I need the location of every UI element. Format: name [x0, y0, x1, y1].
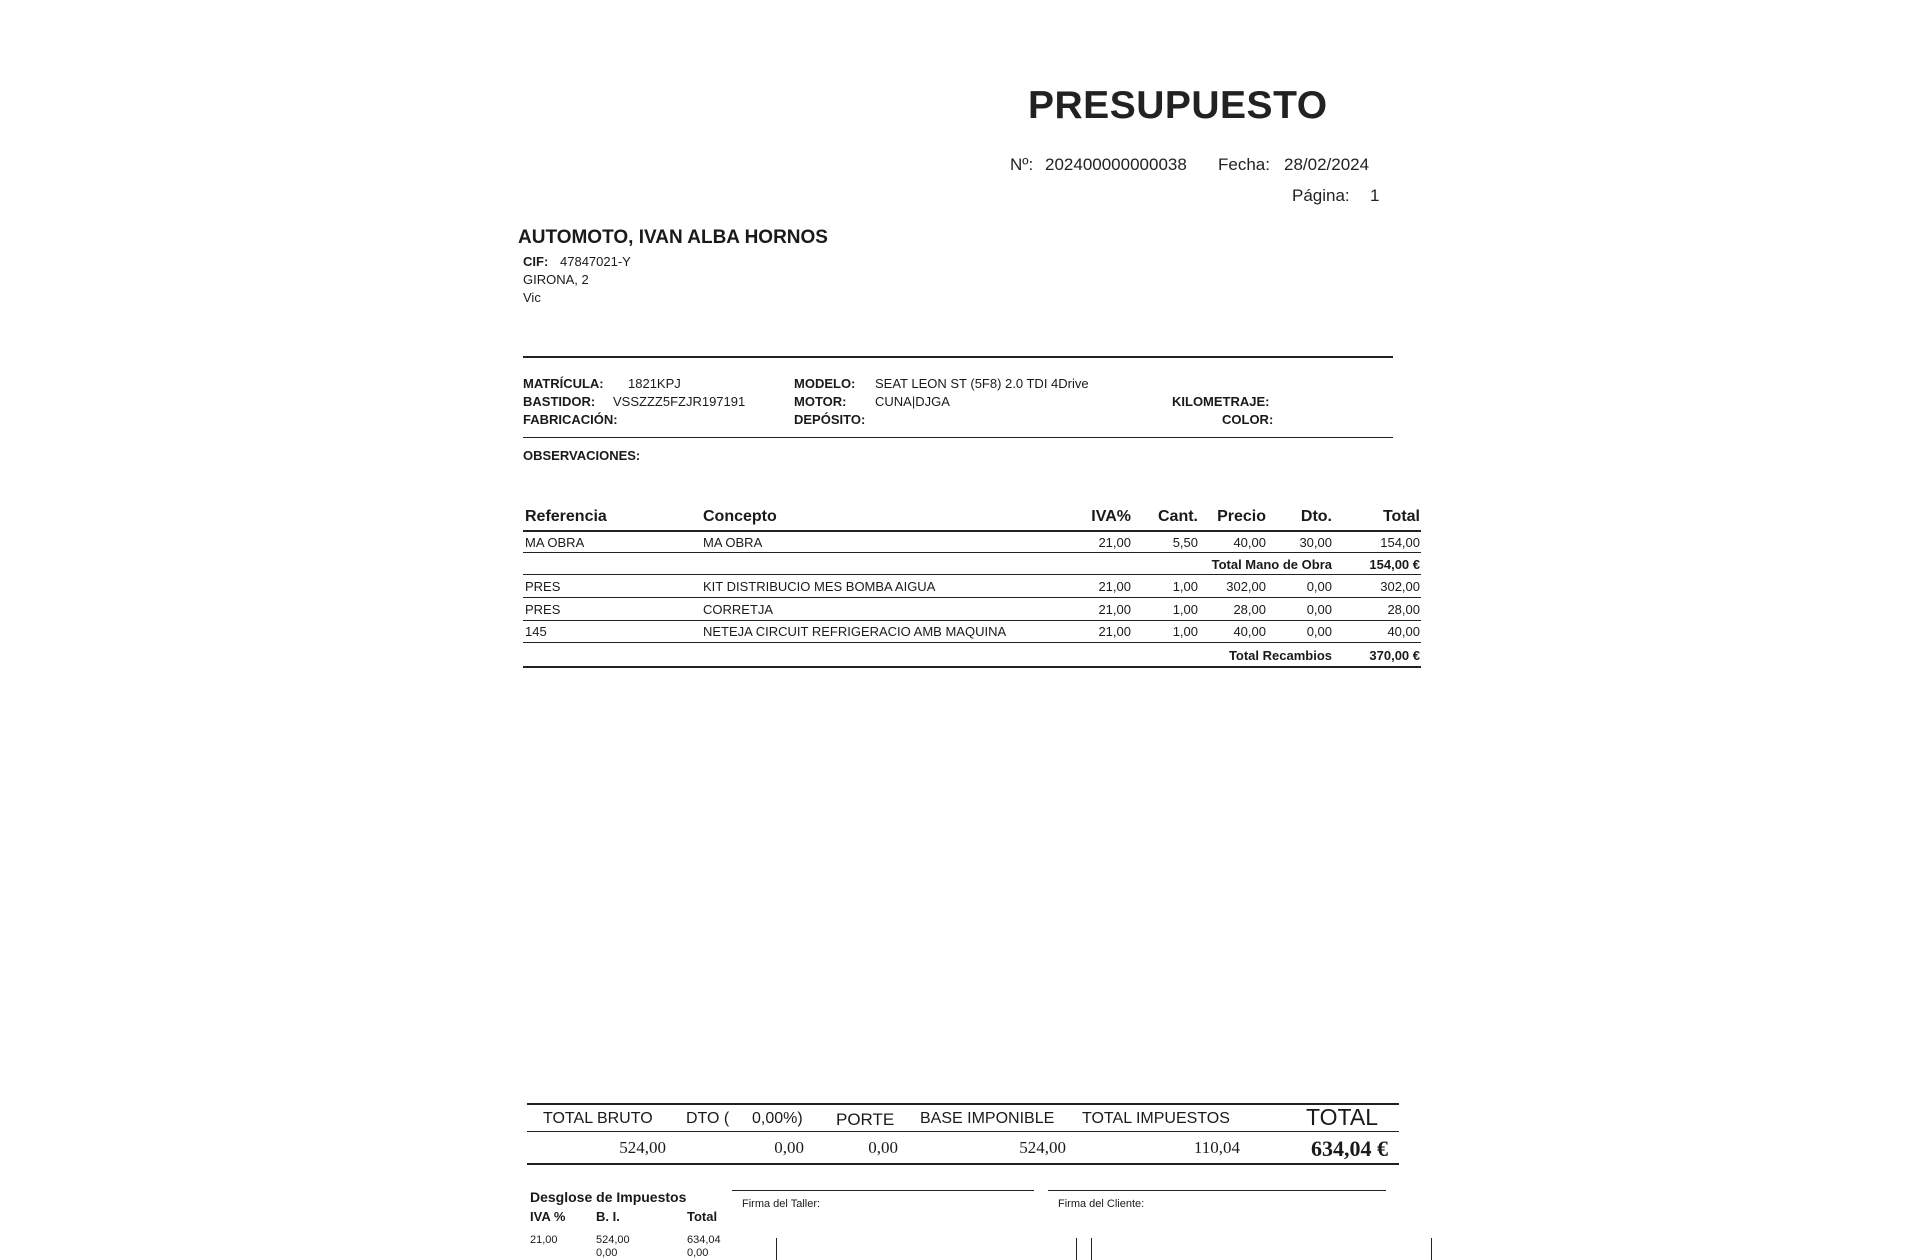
subtotal-mano-label: Total Mano de Obra [1211, 557, 1332, 572]
budget-number: 202400000000038 [1045, 155, 1187, 174]
cell-dto: 0,00 [1306, 579, 1332, 594]
subtotal-recambios-value: 370,00 € [1369, 648, 1420, 663]
page-number: 1 [1370, 186, 1380, 205]
dto-percent: 0,00%) [752, 1110, 803, 1127]
cell-ref: PRES [525, 579, 561, 594]
budget-number-label: Nº: [1010, 155, 1034, 174]
cell-iva: 21,00 [1098, 624, 1131, 639]
firma-cliente-rule [1048, 1190, 1386, 1191]
bastidor-value: VSSZZZ5FZJR197191 [613, 394, 746, 409]
matricula-value: 1821KPJ [628, 376, 681, 391]
total-impuestos-value: 110,04 [1193, 1138, 1240, 1157]
base-imponible-value: 524,00 [1019, 1138, 1066, 1157]
modelo-value: SEAT LEON ST (5F8) 2.0 TDI 4Drive [875, 376, 1089, 391]
cell-iva: 21,00 [1098, 535, 1131, 550]
cell-total: 302,00 [1380, 579, 1420, 594]
company-address: GIRONA, 2 [523, 272, 589, 287]
deposito-label: DEPÓSITO: [794, 412, 866, 427]
totals-bottom-rule [527, 1163, 1399, 1165]
cif-label: CIF: [523, 254, 549, 269]
cell-total: 28,00 [1387, 602, 1420, 617]
firma-taller-label: Firma del Taller: [742, 1198, 821, 1210]
dto-label: DTO ( [686, 1110, 730, 1127]
kilometraje-label: KILOMETRAJE: [1172, 394, 1270, 409]
totals-mid-rule [527, 1131, 1399, 1132]
cell-concepto: KIT DISTRIBUCIO MES BOMBA AIGUA [703, 579, 936, 594]
divider [523, 356, 1393, 358]
cell-concepto: NETEJA CIRCUIT REFRIGERACIO AMB MAQUINA [703, 624, 1007, 639]
table-header-rule [523, 530, 1421, 532]
cell-total: 40,00 [1387, 624, 1420, 639]
desglose-total: 0,00 [687, 1247, 709, 1259]
col-dto: Dto. [1300, 508, 1332, 525]
col-precio: Precio [1217, 508, 1266, 525]
cell-iva: 21,00 [1098, 579, 1131, 594]
signature-box-edge [776, 1238, 777, 1260]
desglose-bi: 0,00 [596, 1247, 618, 1259]
firma-cliente-label: Firma del Cliente: [1058, 1198, 1145, 1210]
signature-box-edge [1431, 1238, 1432, 1260]
cell-concepto: CORRETJA [703, 602, 774, 617]
bastidor-label: BASTIDOR: [523, 394, 596, 409]
date-value: 28/02/2024 [1284, 155, 1370, 174]
signature-box-edge [1076, 1238, 1077, 1260]
cif-value: 47847021-Y [560, 254, 631, 269]
modelo-label: MODELO: [794, 376, 856, 391]
subtotal-mano-value: 154,00 € [1369, 557, 1420, 572]
document-title: PRESUPUESTO [1028, 84, 1328, 127]
porte-label: PORTE [836, 1110, 895, 1129]
company-city: Vic [523, 290, 541, 305]
dto-value: 0,00 [774, 1138, 804, 1157]
total-label: TOTAL [1306, 1104, 1378, 1130]
row-rule [523, 552, 1421, 553]
row-rule [523, 597, 1421, 598]
cell-precio: 28,00 [1233, 602, 1266, 617]
cell-concepto: MA OBRA [703, 535, 763, 550]
firma-taller-rule [732, 1190, 1034, 1191]
cell-precio: 40,00 [1233, 624, 1266, 639]
cell-ref: PRES [525, 602, 561, 617]
row-rule [523, 574, 1421, 575]
cell-dto: 0,00 [1306, 602, 1332, 617]
desglose-bi: 524,00 [596, 1234, 630, 1246]
totals-top-rule [527, 1103, 1399, 1105]
company-name: AUTOMOTO, IVAN ALBA HORNOS [518, 227, 828, 248]
porte-value: 0,00 [868, 1138, 898, 1157]
date-label: Fecha: [1218, 155, 1270, 174]
observaciones-label: OBSERVACIONES: [523, 448, 641, 463]
cell-iva: 21,00 [1098, 602, 1131, 617]
total-bruto-label: TOTAL BRUTO [543, 1110, 653, 1127]
total-bruto-value: 524,00 [619, 1138, 666, 1157]
cell-total: 154,00 [1380, 535, 1420, 550]
cell-ref: MA OBRA [525, 535, 585, 550]
color-label: COLOR: [1222, 412, 1274, 427]
col-referencia: Referencia [525, 508, 607, 525]
cell-cant: 5,50 [1172, 535, 1198, 550]
desglose-iva: 21,00 [530, 1234, 558, 1246]
cell-ref: 145 [525, 624, 547, 639]
cell-cant: 1,00 [1172, 602, 1198, 617]
desglose-total: 634,04 [687, 1234, 721, 1246]
col-total: Total [1382, 508, 1420, 525]
desglose-col-iva: IVA % [530, 1209, 566, 1224]
col-concepto: Concepto [703, 508, 777, 525]
motor-value: CUNA|DJGA [875, 394, 950, 409]
fabricacion-label: FABRICACIÓN: [523, 412, 618, 427]
page-label: Página: [1292, 186, 1350, 205]
cell-dto: 30,00 [1299, 535, 1332, 550]
desglose-col-total: Total [687, 1209, 718, 1224]
cell-precio: 40,00 [1233, 535, 1266, 550]
signature-box-edge [1091, 1238, 1092, 1260]
matricula-label: MATRÍCULA: [523, 376, 604, 391]
desglose-col-bi: B. I. [596, 1209, 620, 1224]
row-rule [523, 642, 1421, 643]
total-impuestos-label: TOTAL IMPUESTOS [1082, 1110, 1230, 1127]
subtotal-recambios-label: Total Recambios [1228, 648, 1332, 663]
cell-cant: 1,00 [1172, 624, 1198, 639]
col-cant: Cant. [1158, 508, 1198, 525]
row-rule [523, 620, 1421, 621]
cell-cant: 1,00 [1172, 579, 1198, 594]
col-iva: IVA% [1091, 508, 1131, 525]
base-imponible-label: BASE IMPONIBLE [920, 1110, 1055, 1127]
desglose-title: Desglose de Impuestos [530, 1189, 687, 1205]
cell-precio: 302,00 [1226, 579, 1266, 594]
table-end-rule [523, 666, 1421, 668]
motor-label: MOTOR: [794, 394, 847, 409]
divider [523, 437, 1393, 438]
cell-dto: 0,00 [1306, 624, 1332, 639]
total-value: 634,04 € [1311, 1136, 1388, 1161]
